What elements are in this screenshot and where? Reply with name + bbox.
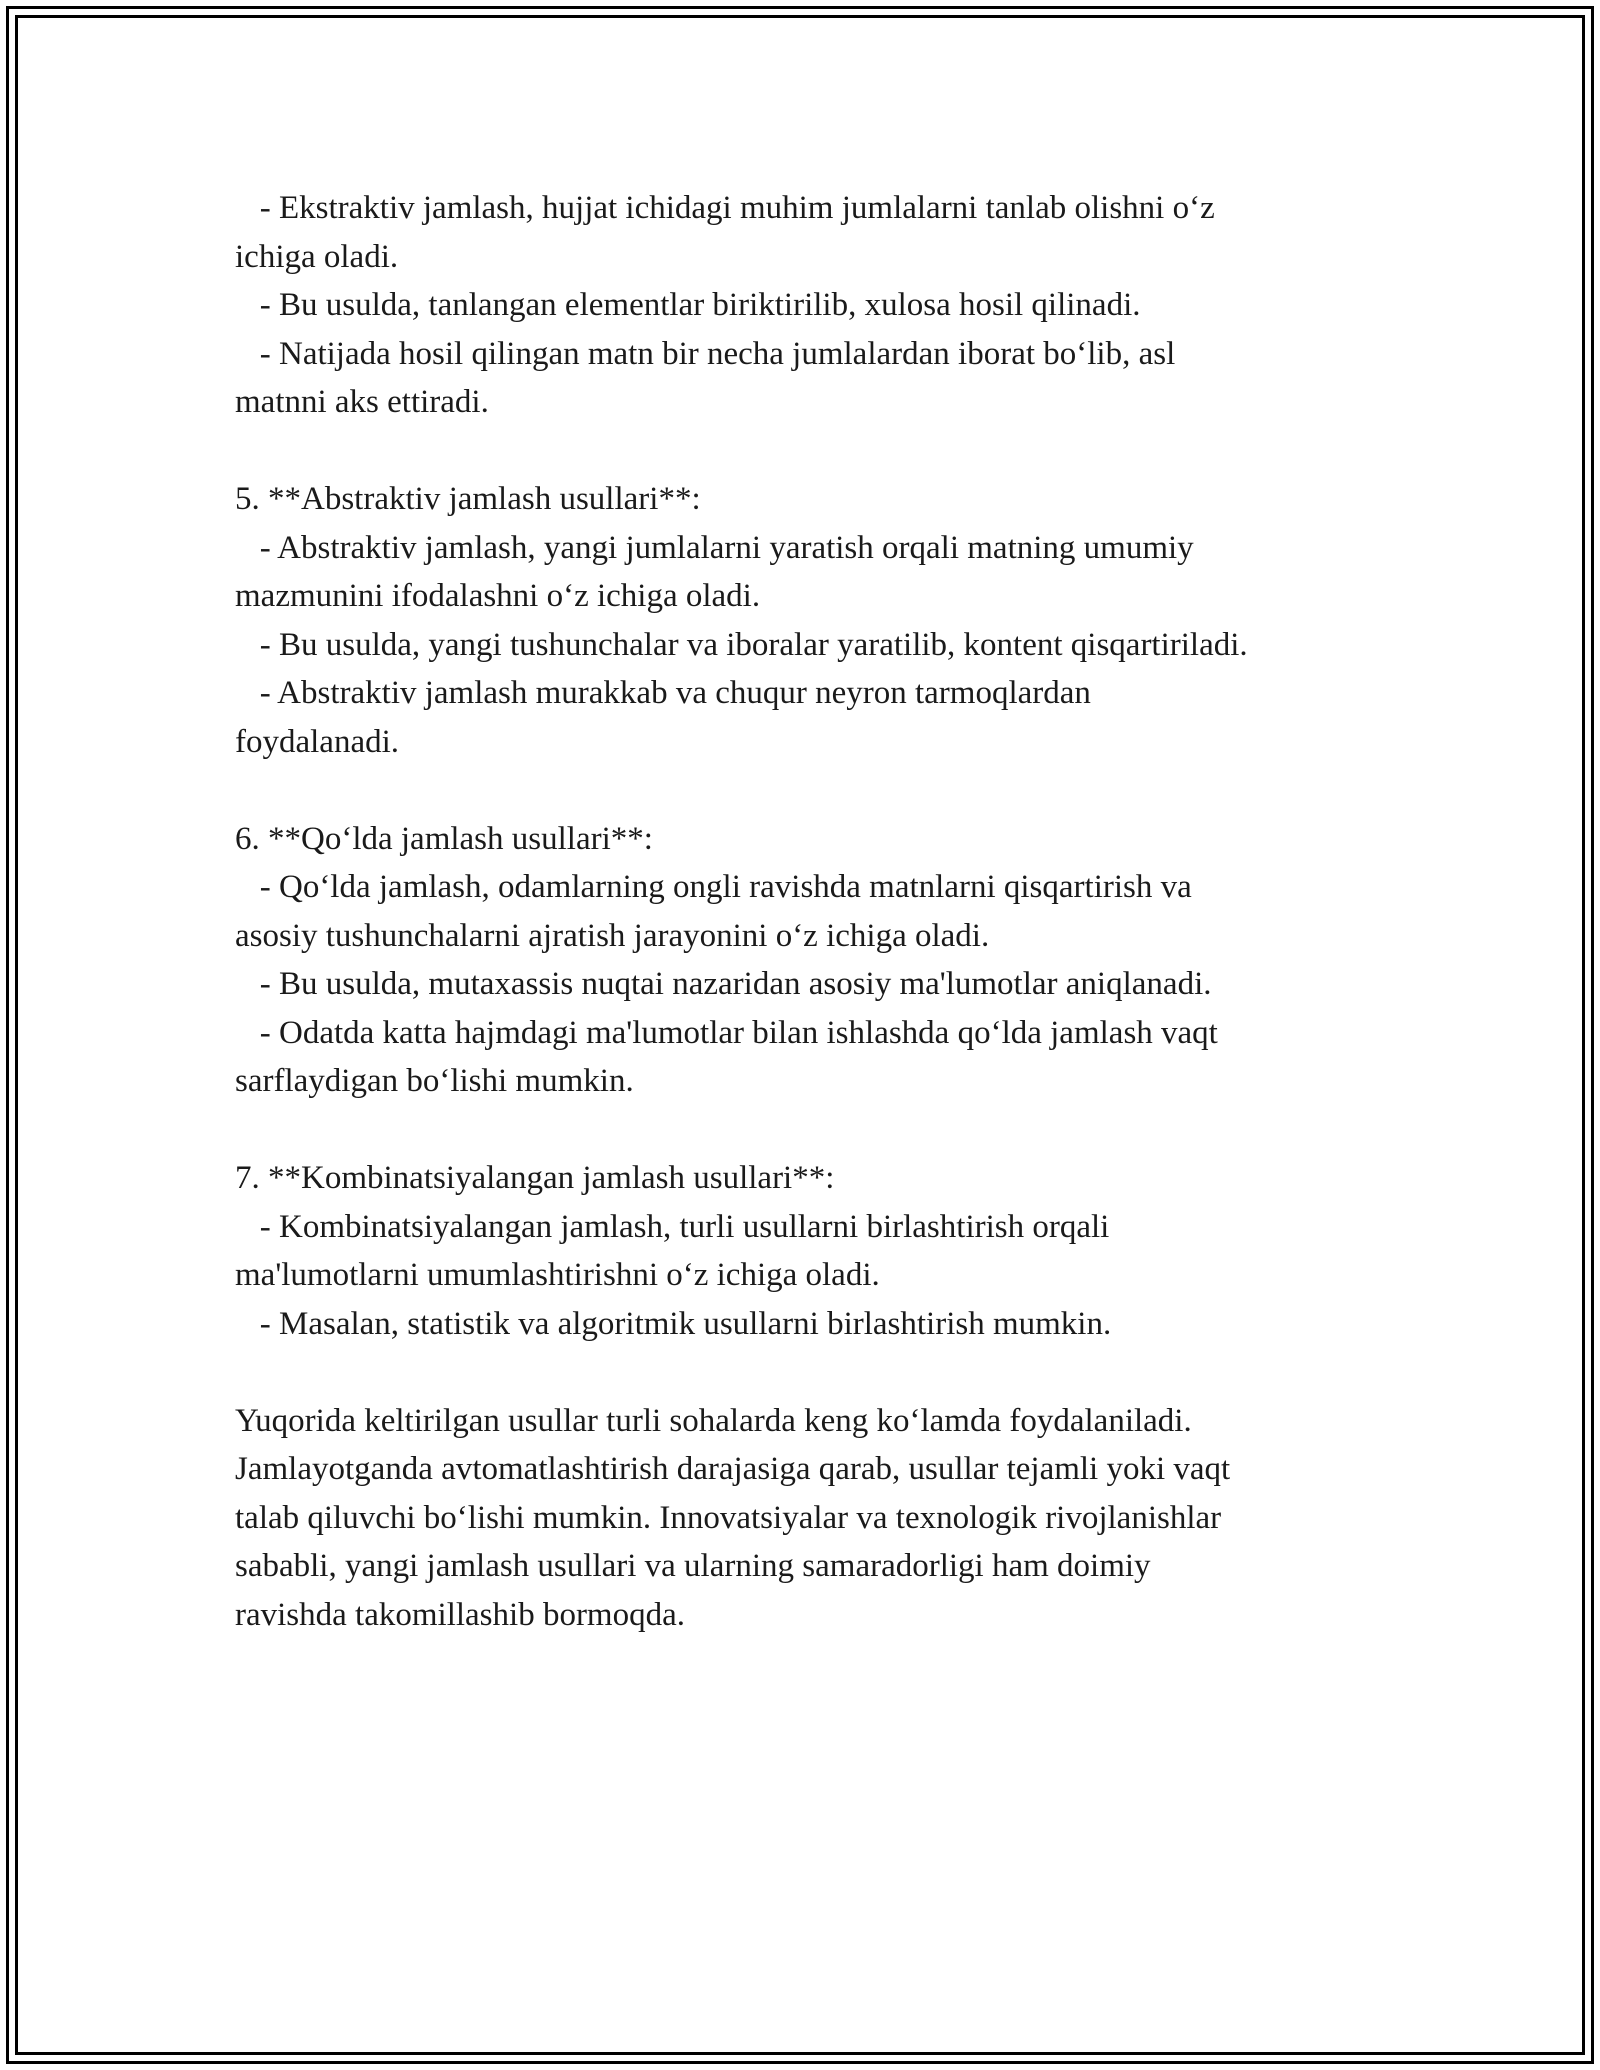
conclusion-paragraph xyxy=(235,1397,1375,1640)
text-line: - Kombinatsiyalangan jamlash, turli usullarni birlashtirish orqali xyxy=(235,1208,1110,1245)
text-line: talab qiluvchi bo‘lishi mumkin. Innovatsiyalar va texnologik rivojlanishlar xyxy=(235,1499,1222,1536)
text-line: ichiga oladi. xyxy=(235,238,399,275)
list-item xyxy=(235,184,1375,281)
list-item xyxy=(235,524,1375,621)
text-line: asosiy tushunchalarni ajratish jarayonini o‘z ichiga oladi. xyxy=(235,917,990,954)
text-line: - Masalan, statistik va algoritmik usullarni birlashtirish mumkin. xyxy=(235,1305,1112,1342)
text-line: Jamlayotganda avtomatlashtirish darajasiga qarab, usullar tejamli yoki vaqt xyxy=(235,1451,1231,1487)
text-line: - Bu usulda, yangi tushunchalar va iboralar yaratilib, kontent qisqartiriladi. xyxy=(235,626,1248,663)
intro-list xyxy=(235,184,1375,427)
section-heading: 7. **Kombinatsiyalangan jamlash usullari**: xyxy=(235,1160,835,1196)
list-item xyxy=(235,281,1375,330)
text-line: - Bu usulda, mutaxassis nuqtai nazaridan asosiy ma'lumotlar aniqlanadi. xyxy=(235,966,1212,1002)
section-abstractive xyxy=(235,475,1375,766)
document-body xyxy=(235,184,1375,1639)
text-line: - Bu usulda, tanlangan elementlar biriktirilib, xulosa hosil qilinadi. xyxy=(235,287,1141,323)
text-line: mazmunini ifodalashni o‘z ichiga oladi. xyxy=(235,578,761,614)
section-heading: 6. **Qo‘lda jamlash usullari**: xyxy=(235,820,653,857)
section-combined xyxy=(235,1154,1375,1348)
text-line: - Qo‘lda jamlash, odamlarning ongli ravishda matnlarni qisqartirish va xyxy=(235,869,1192,905)
text-line: sarflaydigan bo‘lishi mumkin. xyxy=(235,1063,634,1099)
list-item xyxy=(235,1300,1375,1349)
list-item xyxy=(235,330,1375,427)
text-line: Yuqorida keltirilgan usullar turli sohalarda keng ko‘lamda foydalaniladi. xyxy=(235,1402,1192,1439)
section-manual xyxy=(235,815,1375,1106)
text-line: matnni aks ettiradi. xyxy=(235,384,489,420)
text-line: - Ekstraktiv jamlash, hujjat ichidagi muhim jumlalarni tanlab olishni o‘z xyxy=(235,190,1215,226)
text-line: foydalanadi. xyxy=(235,723,400,760)
list-item xyxy=(235,621,1375,670)
text-line: ma'lumotlarni umumlashtirishni o‘z ichiga oladi. xyxy=(235,1257,880,1293)
text-line: - Abstraktiv jamlash, yangi jumlalarni yaratish orqali matning umumiy xyxy=(235,529,1194,566)
section-heading: 5. **Abstraktiv jamlash usullari**: xyxy=(235,481,701,517)
list-item xyxy=(235,863,1375,960)
list-item xyxy=(235,960,1375,1009)
text-line: - Natijada hosil qilingan matn bir necha jumlalardan iborat bo‘lib, asl xyxy=(235,335,1176,372)
text-line: - Odatda katta hajmdagi ma'lumotlar bilan ishlashda qo‘lda jamlash vaqt xyxy=(235,1014,1218,1051)
list-item xyxy=(235,1203,1375,1300)
text-line: ravishda takomillashib bormoqda. xyxy=(235,1596,685,1633)
list-item xyxy=(235,1009,1375,1106)
list-item xyxy=(235,669,1375,766)
text-line: sababli, yangi jamlash usullari va ularning samaradorligi ham doimiy xyxy=(235,1548,1151,1584)
text-line: - Abstraktiv jamlash murakkab va chuqur neyron tarmoqlardan xyxy=(235,675,1091,711)
